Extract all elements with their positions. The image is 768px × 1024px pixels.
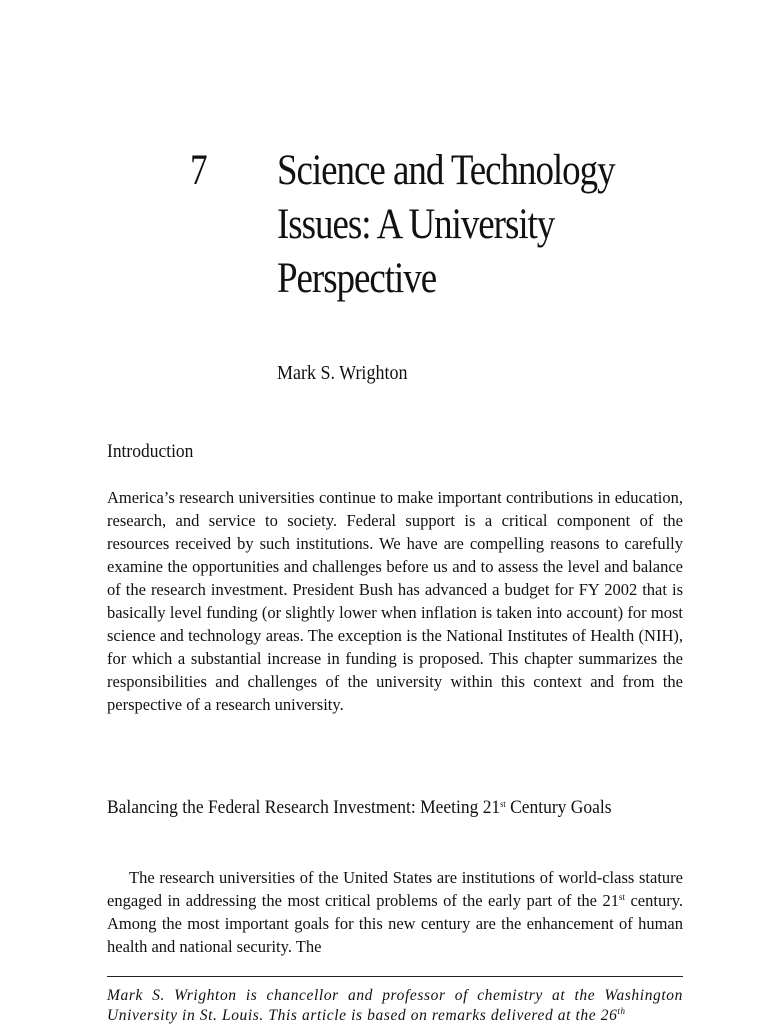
chapter-title-line-2: Issues: A University — [277, 201, 555, 248]
chapter-title — [277, 144, 681, 306]
author-footnote — [107, 986, 683, 1024]
chapter-title-line-3: Perspective — [277, 255, 437, 302]
introduction-paragraph: America’s research universities continue to make important contributions in education, research, and service to society. Federal support is a critical component of the resources received by such institutions. We have are compelling reasons to carefully examine the opportunities and challenges before us and to assess the level and balance of the research investment. President Bush has advanced a budget for FY 2002 that is basically level funding (or slightly lower when inflation is taken into account) for most science and technology areas. The exception is the National Institutes of Health (NIH), for which a substantial increase in funding is proposed. This chapter summarizes the responsibilities and challenges of the university within this context and from the perspective of a research university. — [107, 488, 683, 714]
balancing-paragraph — [107, 866, 683, 958]
chapter-number: 7 — [190, 147, 208, 194]
balancing-paragraph-superscript: st — [618, 892, 625, 902]
chapter-title-line-1: Science and Technology — [277, 147, 615, 194]
section-heading-balancing — [107, 795, 612, 820]
author-footnote-text: Mark S. Wrighton is chancellor and professor of chemistry at the Washington University in St. Louis. This article is based on remarks delivered at the 26 — [107, 987, 683, 1024]
author-footnote-superscript: th — [617, 1006, 626, 1016]
balancing-heading-text-tail: Century Goals — [505, 797, 612, 818]
footnote-divider — [107, 976, 683, 977]
chapter-author: Mark S. Wrighton — [277, 362, 408, 384]
balancing-heading-superscript: st — [500, 799, 506, 809]
balancing-heading-text: Balancing the Federal Research Investment: Meeting 21 — [107, 797, 501, 818]
balancing-paragraph-text: The research universities of the United States are institutions of world-class stature engaged in addressing the most critical problems of the early part of the 21 — [107, 868, 683, 910]
balancing-paragraph-text-tail: century. Among the most important goals for this new century are the enhancement of human health and national security. The — [107, 891, 683, 956]
section-heading-introduction: Introduction — [107, 441, 194, 462]
